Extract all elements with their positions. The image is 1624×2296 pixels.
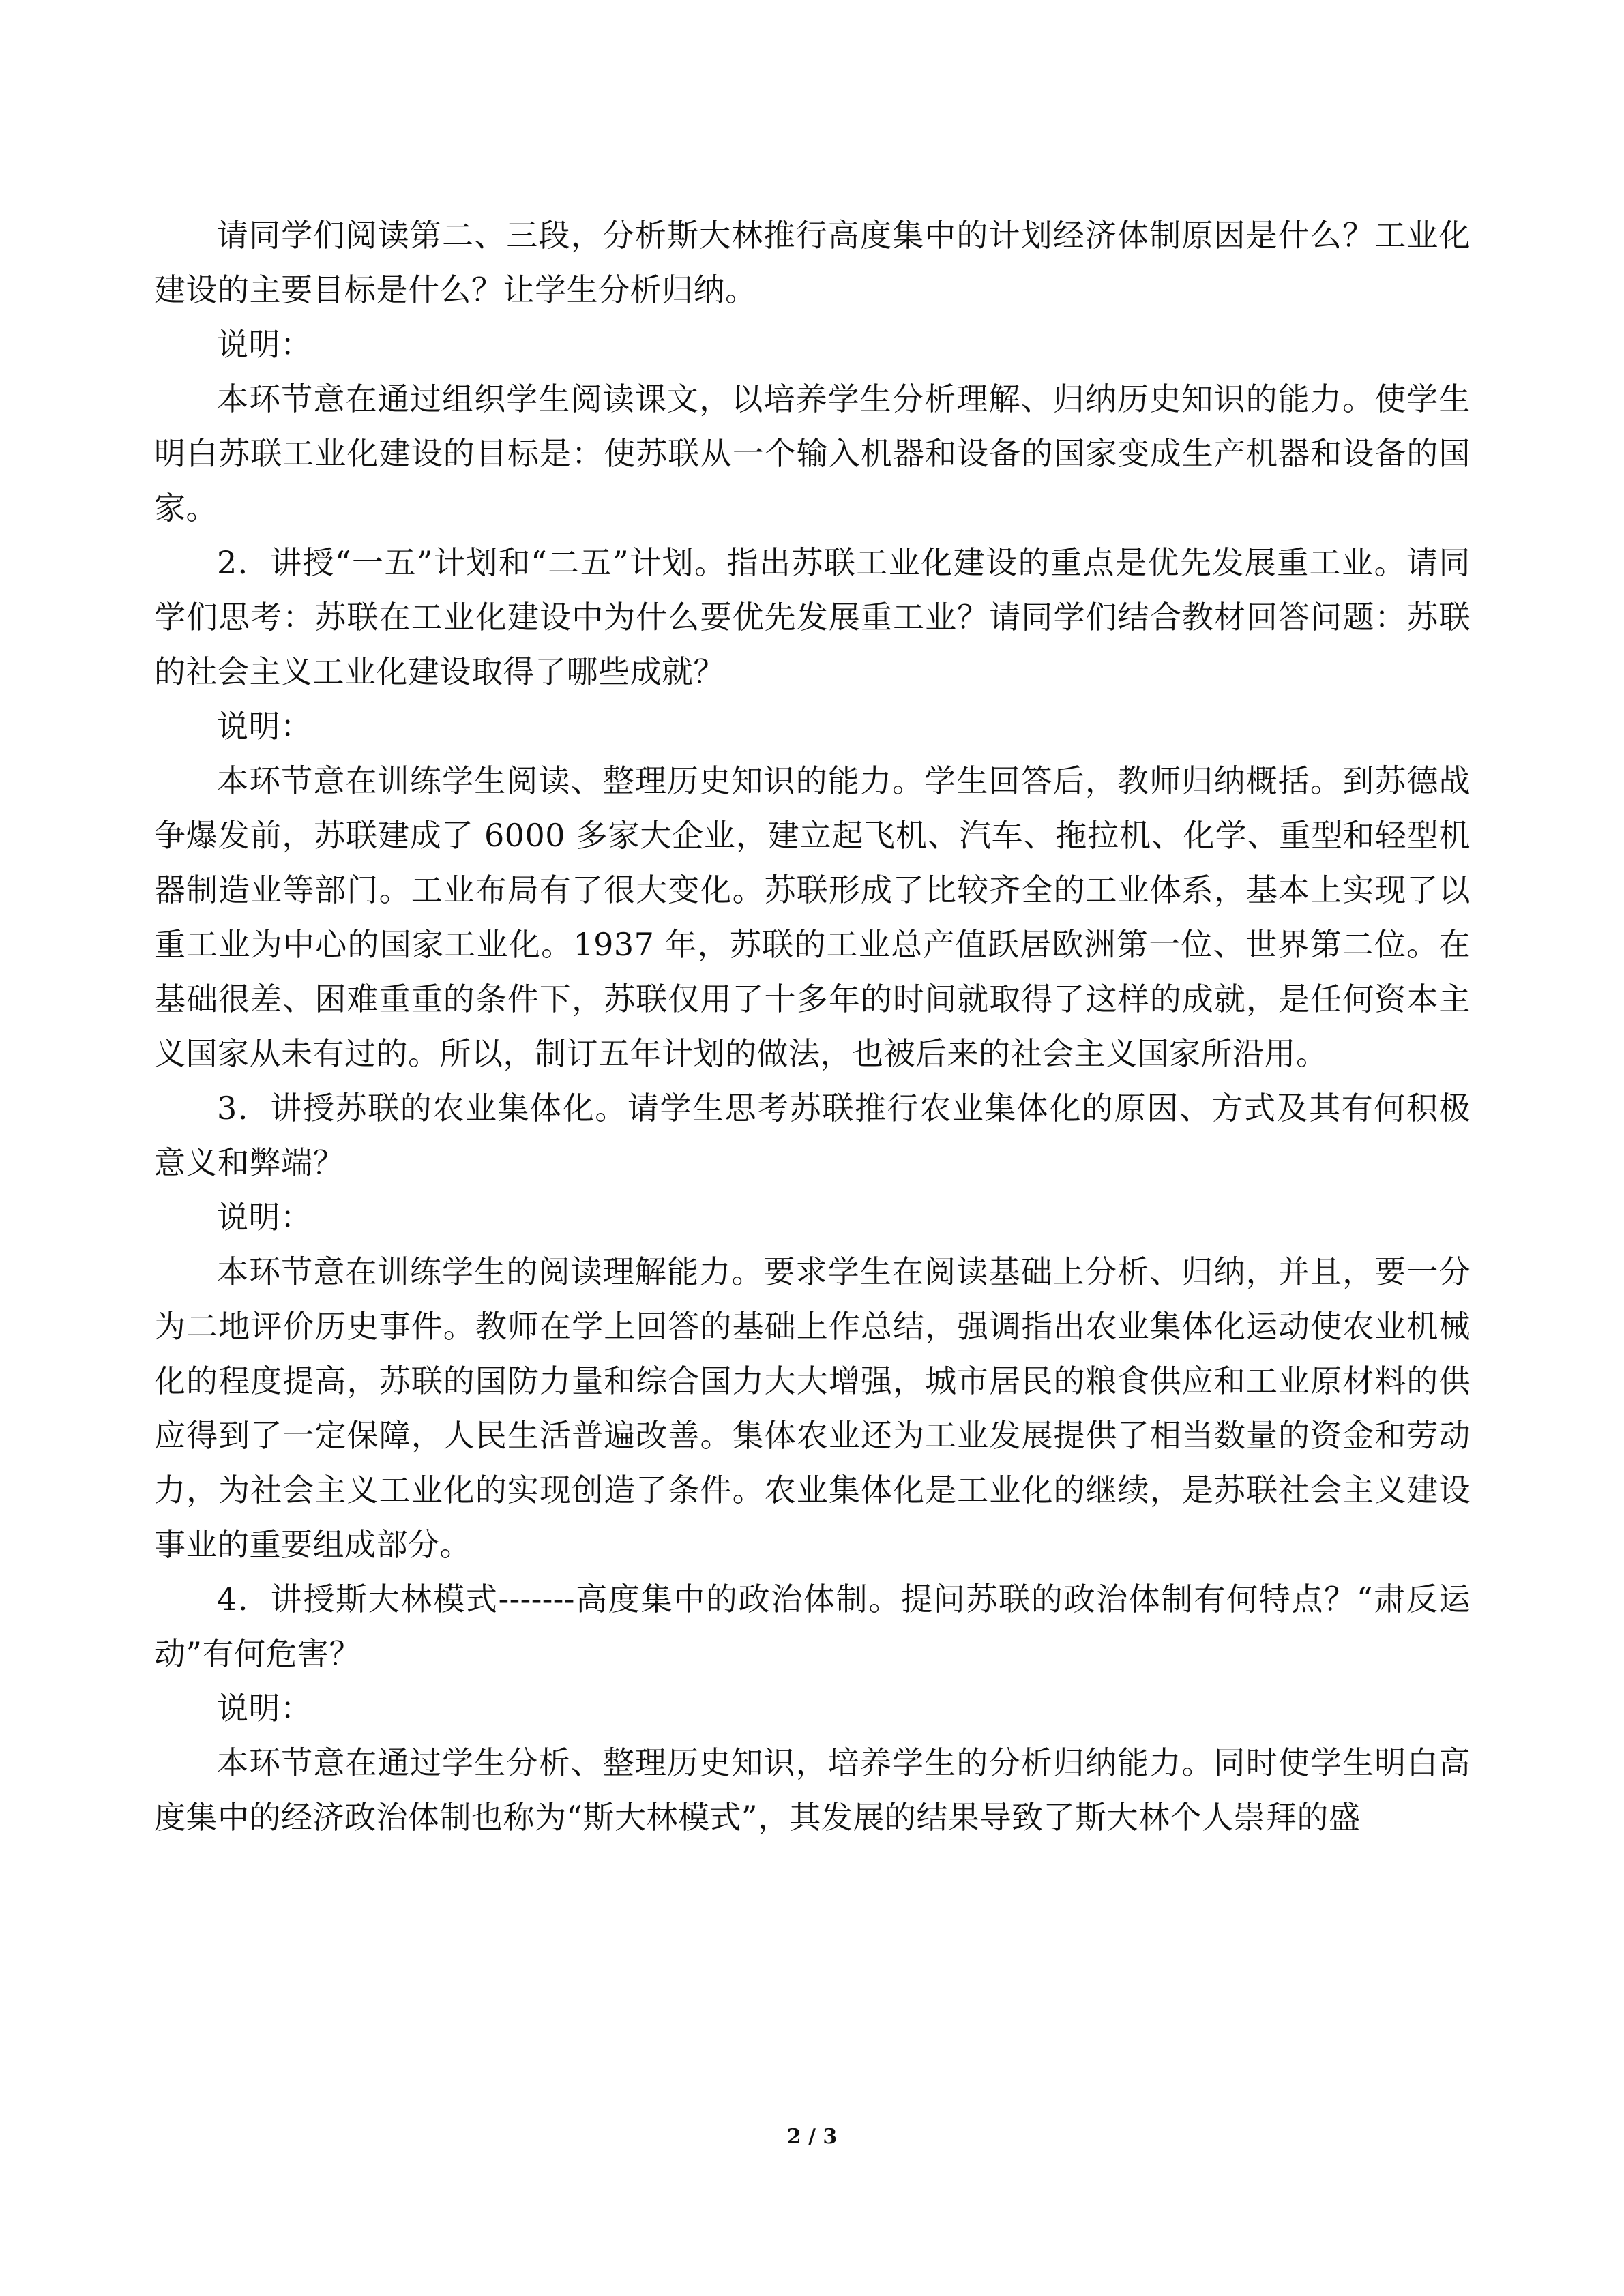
paragraph-collectivization-summary: 本环节意在训练学生的阅读理解能力。要求学生在阅读基础上分析、归纳，并且，要一分为二地评价历史事件。教师在学上回答的基础上作总结，强调指出农业集体化运动使农业机械化的程度提高，苏联的国防力量和综合国力大大增强，城市居民的粮食供应和工业原材料的供应得到了一定保障，人民生活普遍改善。集体农业还为工业发展提供了相当数量的资金和劳动力，为社会主义工业化的实现创造了条件。农业集体化是工业化的继续，是苏联社会主义建设事业的重要组成部分。 bbox=[154, 1253, 1471, 1563]
note-label: 说明： bbox=[217, 708, 312, 745]
paragraph-industrial-achievements: 本环节意在训练学生阅读、整理历史知识的能力。学生回答后，教师归纳概括。到苏德战争爆发前，苏联建成了 6000 多家大企业，建立起飞机、汽车、拖拉机、化学、重型和轻型机器制造业等部门。工业布局有了很大变化。苏联形成了比较齐全的工业体系，基本上实现了以重工业为中心的国家工业化。1937 年，苏联的工业总产值跃居欧洲第一位、世界第二位。在基础很差、困难重重的条件下，苏联仅用了十多年的时间就取得了这样的成就，是任何资本主义国家从未有过的。所以，制订五年计划的做法，也被后来的社会主义国家所沿用。 bbox=[154, 762, 1471, 1072]
paragraph-stalin-model: 4．讲授斯大林模式-------高度集中的政治体制。提问苏联的政治体制有何特点？“肃反运动”有何危害？ bbox=[154, 1581, 1471, 1672]
document-body bbox=[154, 208, 1471, 1845]
paragraph-collectivization: 3．讲授苏联的农业集体化。请学生思考苏联推行农业集体化的原因、方式及其有何积极意义和弊端？ bbox=[154, 1090, 1471, 1181]
note-label: 说明： bbox=[217, 326, 312, 363]
paragraph-political-system: 本环节意在通过学生分析、整理历史知识，培养学生的分析归纳能力。同时使学生明白高度集中的经济政治体制也称为“斯大林模式”，其发展的结果导致了斯大林个人崇拜的盛 bbox=[154, 1744, 1471, 1836]
paragraph-industrialization-goal: 本环节意在通过组织学生阅读课文，以培养学生分析理解、归纳历史知识的能力。使学生明白苏联工业化建设的目标是：使苏联从一个输入机器和设备的国家变成生产机器和设备的国家。 bbox=[154, 381, 1471, 526]
note-label: 说明： bbox=[217, 1690, 312, 1727]
page-number: 2 / 3 bbox=[786, 2125, 838, 2149]
paragraph-reading-task: 请同学们阅读第二、三段，分析斯大林推行高度集中的计划经济体制原因是什么？工业化建设的主要目标是什么？让学生分析归纳。 bbox=[154, 217, 1471, 308]
note-label: 说明： bbox=[217, 1199, 312, 1236]
paragraph-five-year-plans: 2．讲授“一五”计划和“二五”计划。指出苏联工业化建设的重点是优先发展重工业。请同学们思考：苏联在工业化建设中为什么要优先发展重工业？请同学们结合教材回答问题：苏联的社会主义工业化建设取得了哪些成就？ bbox=[154, 544, 1471, 690]
